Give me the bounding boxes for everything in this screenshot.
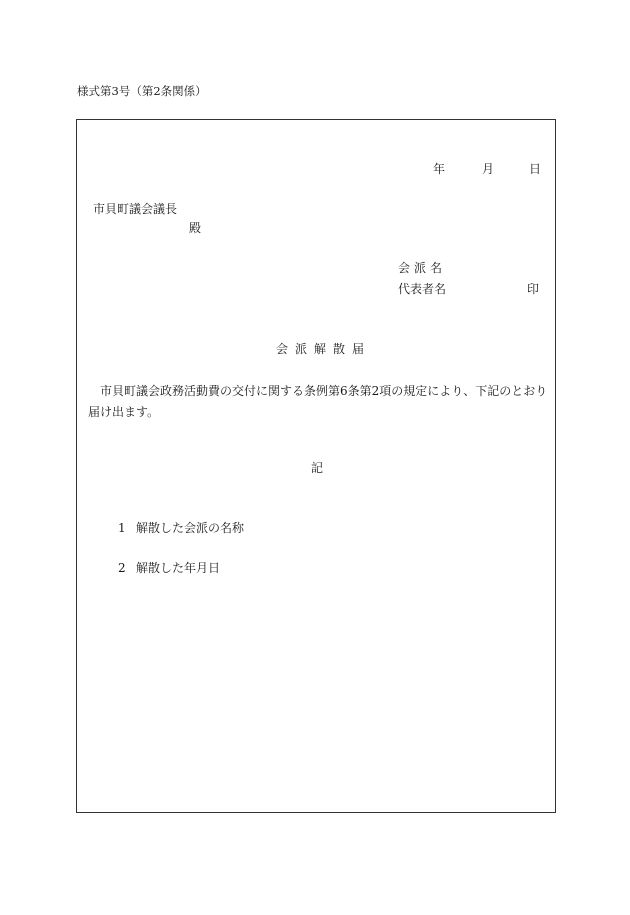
- faction-name-label: 会派名: [398, 261, 447, 275]
- date-year-label: 年: [433, 162, 446, 176]
- item-label: 解散した年月日: [136, 561, 221, 575]
- date-month-label: 月: [482, 162, 495, 176]
- body-paragraph: 市貝町議会政務活動費の交付に関する条例第6条第2項の規定により、下記のとおり届け出ます。: [88, 384, 548, 419]
- ki-heading: 記: [311, 461, 324, 475]
- document-title: 会派解散届: [276, 342, 372, 356]
- item-number: 1: [118, 521, 126, 535]
- date-day-label: 日: [529, 162, 542, 176]
- item-label: 解散した会派の名称: [136, 521, 245, 535]
- seal-mark: 印: [527, 282, 540, 296]
- item-number: 2: [118, 561, 126, 575]
- representative-name-label: 代表者名: [398, 282, 447, 296]
- addressee-name: 市貝町議会議長: [93, 202, 178, 216]
- addressee-honorific: 殿: [189, 221, 202, 235]
- form-number-label: 様式第3号（第2条関係）: [77, 84, 207, 98]
